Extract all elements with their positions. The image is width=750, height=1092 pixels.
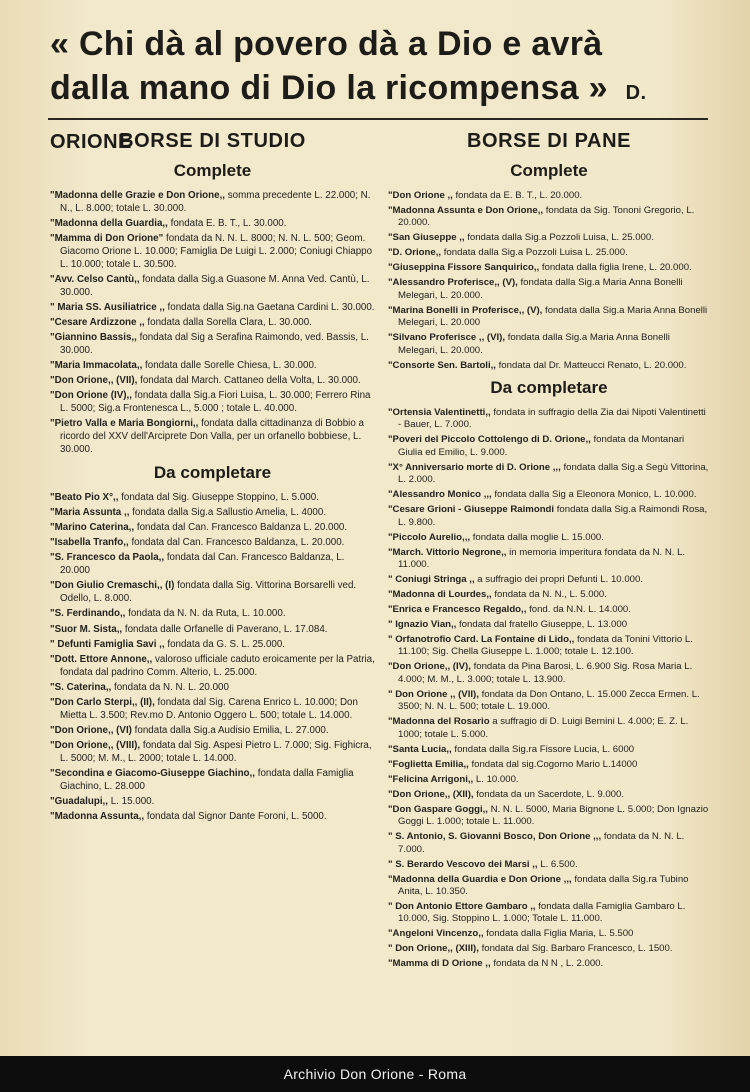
entry-text: fondata dalla Sig.na Gaetana Cardini L. 30.000. [167,302,375,313]
entry-name: "Don Orione,, (VIII), [50,739,141,751]
section-heading-pending: Da completare [153,463,272,483]
entry-name: "D. Orione,, [388,247,442,259]
entry-list-pending [50,492,375,824]
entry-text: fondata da Tonini Vittorio L. 11.100; Sig. Chella Giuseppe L. 1.000; totale L. 12.100. [398,634,693,658]
entry-name: "Isabella Tranfo,, [50,537,129,549]
list-item [50,608,375,621]
entry-name: "Madonna Assunta,, [50,811,145,823]
list-item [388,859,710,871]
list-item [388,804,710,829]
entry-text: fondata dal Sig. Carena Enrico L. 10.000; Don Mietta L. 3.500; Rev.mo D. Antonio Oggero L. 500; totale L. 14.000. [60,696,358,721]
entry-text: fondata dalla Sig.a Maria Anna Bonelli Melegari, L. 20.000. [398,332,670,356]
list-item [50,537,375,550]
list-item [388,574,710,586]
entry-text: fondata da Pina Barosi, L. 6.900 Sig. Rosa Maria L. 4.000; M. M., L. 3.000; totale L. 13.900. [398,661,693,685]
list-item [50,233,375,272]
entry-name: "Poveri del Piccolo Cottolengo di D. Orione,, [388,434,591,446]
entry-name: "Piccolo Aurelio,,, [388,531,471,543]
entry-name: " Don Orione ,, (VII), [388,688,479,700]
list-item [388,277,710,302]
entry-text: fondata dalla Sig. Vittorina Borsarelli ved. Odello, L. 8.000. [60,580,357,605]
list-item [388,744,710,756]
list-item [388,434,710,459]
list-item [388,928,710,940]
entry-text: fondata da N. N., L. 5.000. [494,589,607,601]
entry-name: "Guadalupi,, [50,795,108,807]
list-item [388,462,710,487]
list-item [388,689,710,714]
list-item [388,504,710,529]
entry-name: "Maria Immacolata,, [50,360,143,372]
list-item [50,725,375,738]
entry-name: "S. Francesco da Paola,, [50,552,165,564]
list-item [50,418,375,457]
entry-name: "Mamma di Don Orione" [50,233,164,245]
list-item [388,247,710,259]
entry-name: "San Giuseppe ,, [388,232,465,244]
entry-text: L. 6.500. [540,858,578,870]
entry-text: fondata da Montanari Giulia ed Emilio, L. 9.000. [398,434,685,458]
list-item [50,274,375,300]
entry-name: " Don Antonio Ettore Gambaro ,, [388,900,536,912]
column-borse-di-studio [50,128,375,826]
entry-text: fondata dalle Orfanelle di Paverano, L. 17.084. [124,623,328,635]
entry-name: "X° Anniversario morte di D. Orione ,,, [388,461,561,473]
entry-text: fondata dalla Sig.a Segù Vittorina, L. 2.000. [398,461,709,486]
entry-text: fondata dalla Sig.a Fiori Luisa, L. 30.000; Ferrero Rina L. 5000; Sig.a Frontenesca L., 5.000 ; totale L. 40.000. [60,390,371,415]
entry-name: "S. Caterina,, [50,681,112,693]
entry-name: "Don Giulio Cremaschi,, (I) [50,580,175,592]
entry-text: L. 10.000. [475,773,519,785]
entry-text: somma precedente L. 22.000; N. N., L. 8.000; totale L. 30.000. [60,190,371,214]
list-item [388,262,710,274]
entry-name: "Madonna del Rosario [388,716,490,728]
entry-text: fondata dalla Sig.a Audisio Emilia, L. 27.000. [134,724,329,736]
list-item [50,218,375,231]
list-item [388,190,710,202]
list-item [50,624,375,637]
list-item [388,634,710,659]
list-item [50,190,375,216]
entry-text: fondata dal Sig a Serafina Raimondo, ved. Bassis, L. 30.000. [60,332,369,357]
column-title: BORSE DI STUDIO [119,130,306,152]
entry-name: "Madonna delle Grazie e Don Orione,, [50,190,226,201]
list-item [50,390,375,416]
entry-name: "Silvano Proferisce ,, (VI), [388,332,506,344]
entry-name: "Don Orione,, (XII), [388,788,474,800]
entry-name: "Avv. Celso Cantù,, [50,274,140,285]
list-item [50,796,375,809]
list-item [388,958,710,970]
list-item [50,522,375,535]
entry-text: fondata dal Can. Francesco Baldanza, L. 20.000. [131,537,345,549]
list-item [50,332,375,358]
entry-text: fondata da N. N. da Ruta, L. 10.000. [128,608,286,620]
list-item [388,604,710,616]
entry-text: fondata da Sig. Tononi Gregorio, L. 20.000. [398,205,695,229]
list-item [388,205,710,230]
list-item [388,619,710,631]
entry-name: "Madonna di Lourdes,, [388,589,492,601]
entry-name: "Maria Assunta ,, [50,507,130,519]
list-item [50,654,375,680]
entry-name: "Dott. Ettore Annone,, [50,653,153,665]
entry-text: fondata dalla Sig.a Pozzoli Luisa, L. 25.000. [467,232,654,244]
entry-name: "Don Orione,, (IV), [388,661,471,673]
entry-name: "Cesare Grioni - Giuseppe Raimondi [388,504,555,516]
entry-name: "Secondina e Giacomo-Giuseppe Giachino,, [50,767,255,779]
headline-author: D. ORIONE [50,82,647,153]
entry-name: "Enrica e Francesco Regaldo,, [388,604,527,616]
entry-name: " Maria SS. Ausiliatrice ,, [50,302,165,313]
entry-name: "Pietro Valla e Maria Bongiorni,, [50,418,199,430]
list-item [50,811,375,824]
entry-text: fondata dalle Sorelle Chiesa, L. 30.000. [145,360,317,372]
entry-text: fondata dal Signor Dante Foroni, L. 5000. [146,811,327,823]
list-item [388,407,710,432]
entry-name: "Don Orione,, (VI) [50,724,132,736]
entry-text: fondata da G. S. L. 25.000. [167,638,286,650]
list-item [50,302,375,315]
list-item [388,716,710,741]
list-item [388,943,710,955]
list-item [50,317,375,330]
list-item [388,789,710,801]
list-item [388,489,710,501]
entry-name: "S. Ferdinando,, [50,608,126,620]
entry-name: "Giuseppina Fissore Sanquirico,, [388,262,540,274]
entry-name: "Marina Bonelli in Proferisce,, (V), [388,304,543,316]
list-item [388,532,710,544]
entry-text: fondata dalla Sig.a Guasone M. Anna Ved. Cantù, L. 30.000. [60,274,370,298]
entry-text: L. 15.000. [110,795,155,807]
list-item [50,580,375,606]
entry-text: fondata in suffragio della Zia dai Nipoti Valentinetti - Bauer, L. 7.000. [398,407,706,431]
section-heading-complete: Complete [510,161,588,180]
entry-text: fondata dalla Sig.a Maria Anna Bonelli Melegari, L. 20.000. [398,277,683,301]
entry-name: "Don Orione (IV),, [50,390,132,402]
list-item [388,360,710,372]
list-item [388,332,710,357]
headline-line-2-text: dalla mano di Dio la ricompensa » [50,69,608,107]
entry-text: fondata da N N , L. 2.000. [493,958,604,970]
entry-name: "Foglietta Emilia,, [388,758,469,770]
entry-text: fondata dal Can. Francesco Baldanza L. 20.000. [136,522,348,534]
section-heading-pending: Da completare [490,378,608,398]
entry-name: "Consorte Sen. Bartoli,, [388,359,496,371]
entry-name: " Coniugi Stringa ,, [388,574,475,586]
entry-text: fondata dal sig.Cogorno Mario L.14000 [471,758,638,770]
entry-name: "Alessandro Proferisce,, (V), [388,277,518,289]
entry-name: "Ortensia Valentinetti,, [388,407,491,419]
list-item [388,232,710,244]
entry-name: "Marino Caterina,, [50,522,135,534]
entry-name: " S. Antonio, S. Giovanni Bosco, Don Orione ,,, [388,831,602,843]
entry-text: fondata da Don Ontano, L. 15.000 Zecca Ermen. L. 3500; N. N. L. 500; totale L. 19.000. [398,688,700,713]
entry-text: fondata dalla Sig.a Sallustio Amelia, L. 4000. [132,507,327,519]
entry-name: "Suor M. Sista,, [50,623,123,635]
entry-name: "Beato Pio X°,, [50,492,119,504]
list-item [50,375,375,388]
list-item [50,552,375,578]
list-item [50,639,375,652]
list-item [388,901,710,926]
entry-name: "Madonna della Guardia,, [50,218,168,229]
entry-text: fondata da N. N. L. 8000; N. N. L. 500; Geom. Giacomo Orione L. 10.000; Famiglia De Luigi L. 2.000; Coniugi Chiappo L. 10.000; totale L. 30.500. [60,233,373,270]
entry-name: "Angeloni Vincenzo,, [388,928,484,940]
section-heading-complete: Complete [173,161,252,180]
entry-text: fondata dalla figlia Irene, L. 20.000. [541,262,692,274]
entry-name: "Alessandro Monico ,,, [388,489,492,501]
header-divider [48,118,708,120]
entry-text: fondata dal March. Cattaneo della Volta, L. 30.000. [140,375,361,387]
list-item [388,874,710,899]
entry-text: fondata dalla Figlia Maria, L. 5.500 [486,928,634,940]
entry-text: fondata dal fratello Giuseppe, L. 13.000 [459,619,628,631]
entry-name: " S. Berardo Vescovo dei Marsi ,, [388,858,538,870]
entry-name: "Madonna della Guardia e Don Orione ,,, [388,873,572,885]
entry-text: fondata E. B. T., L. 30.000. [170,218,287,229]
list-item [388,305,710,330]
entry-text: fondata dalla Sig.ra Fissore Lucia, L. 6000 [454,743,635,755]
entry-list-pending [388,407,710,971]
entry-text: fondata dalla Sig.a Raimondi Rosa, L. 9.800. [398,504,708,528]
entry-name: " Defunti Famiglia Savi ,, [50,638,165,650]
entry-name: " Ignazio Vian,, [388,619,457,631]
entry-text: fondata dalla Famiglia Giachino, L. 28.000 [60,767,354,792]
entry-text: fondata dal Can. Francesco Baldanza, L. 20.000 [60,552,345,577]
entry-text: fondata dal Sig. Giuseppe Stoppino, L. 5.000. [121,492,319,504]
entry-text: fondata dal Sig. Barbaro Francesco, L. 1500. [481,943,673,955]
entry-text: fondata dal Sig. Aspesi Pietro L. 7.000; Sig. Fighicra, L. 5000; M. M., L. 2000; totale L. 14.000. [60,739,372,764]
entry-text: fond. da N.N. L. 14.000. [529,604,631,616]
entry-name: "Giannino Bassis,, [50,332,137,344]
entry-text: fondata da E. B. T., L. 20.000. [455,190,583,201]
list-item [388,589,710,601]
entry-name: "March. Vittorio Negrone,, [388,546,507,558]
list-item [50,492,375,505]
entry-text: fondata da N. N. L. 7.000. [398,831,685,855]
list-item [50,768,375,794]
entry-name: "Don Orione,, (VII), [50,375,138,387]
entry-text: a suffragio dei propri Defunti L. 10.000. [477,574,643,586]
list-item [388,774,710,786]
list-item [388,547,710,572]
column-borse-di-pane [388,128,710,973]
entry-name: " Don Orione,, (XIII), [388,943,479,955]
list-item [50,507,375,520]
entry-name: " Orfanotrofio Card. La Fontaine di Lido,, [388,634,575,646]
entry-name: "Santa Lucia,, [388,743,452,755]
entry-text: fondata dalla Sig.ra Tubino Anita, L. 10.350. [398,873,689,897]
entry-text: in memoria imperitura fondata da N. N. L. 11.000. [398,546,686,571]
entry-text: N. N. L. 5000, Maria Bignone L. 5.000; Don Ignazio Goggi L. 1.000; totale L. 11.000. [398,803,709,828]
entry-text: fondata dalla moglie L. 15.000. [472,531,604,543]
list-item [388,759,710,771]
list-item [50,697,375,723]
entry-list-complete [50,190,375,457]
archive-footer: Archivio Don Orione - Roma [0,1056,750,1092]
column-title: BORSE DI PANE [466,130,632,152]
list-item [50,740,375,766]
entry-text: fondata da un Sacerdote, L. 9.000. [476,788,624,800]
entry-text: fondata dalla Sorella Clara, L. 30.000. [147,317,312,329]
entry-name: "Mamma di D Orione ,, [388,958,491,970]
entry-text: fondata da N. N. L. 20.000 [114,681,229,693]
entry-name: "Don Carlo Sterpi,, (II), [50,696,155,708]
entry-text: fondata dal Dr. Matteucci Renato, L. 20.000. [498,359,687,371]
entry-name: "Cesare Ardizzone ,, [50,317,145,329]
entry-name: "Don Orione ,, [388,190,453,201]
entry-text: fondata dalla Sig a Eleonora Monico, L. 10.000. [494,489,697,501]
list-item [388,831,710,856]
entry-list-complete [388,190,710,372]
entry-text: fondata dalla Sig.a Pozzoli Luisa L. 25.000. [443,247,628,259]
entry-text: fondata dalla Sig.a Maria Anna Bonelli Melegari, L. 20.000 [398,304,708,329]
entry-text: a suffragio di D. Luigi Bernini L. 4.000; E. Z. L. 1000; totale L. 5.000. [398,716,689,740]
entry-text: fondata dalla Famiglia Gambaro L. 10.000, Sig. Stoppino L. 1.000; Totale L. 11.000. [398,900,686,925]
entry-name: "Don Gaspare Goggi,, [388,803,488,815]
list-item [50,682,375,695]
headline-line-1: « Chi dà al povero dà a Dio e avrà [50,25,603,63]
entry-text: fondata dalla cittadinanza di Bobbio a ricordo del XXV dell'Arciprete Don Valla, per un orfanello bobbiese, L. 30.000. [60,418,364,456]
list-item [388,661,710,686]
entry-name: "Felicina Arrigoni,, [388,773,474,785]
entry-name: "Madonna Assunta e Don Orione,, [388,205,544,216]
list-item [50,360,375,373]
entry-text: valoroso ufficiale caduto eroicamente per la Patria, fondata dal padrino Comm. Alterio, L. 25.000. [60,653,375,678]
